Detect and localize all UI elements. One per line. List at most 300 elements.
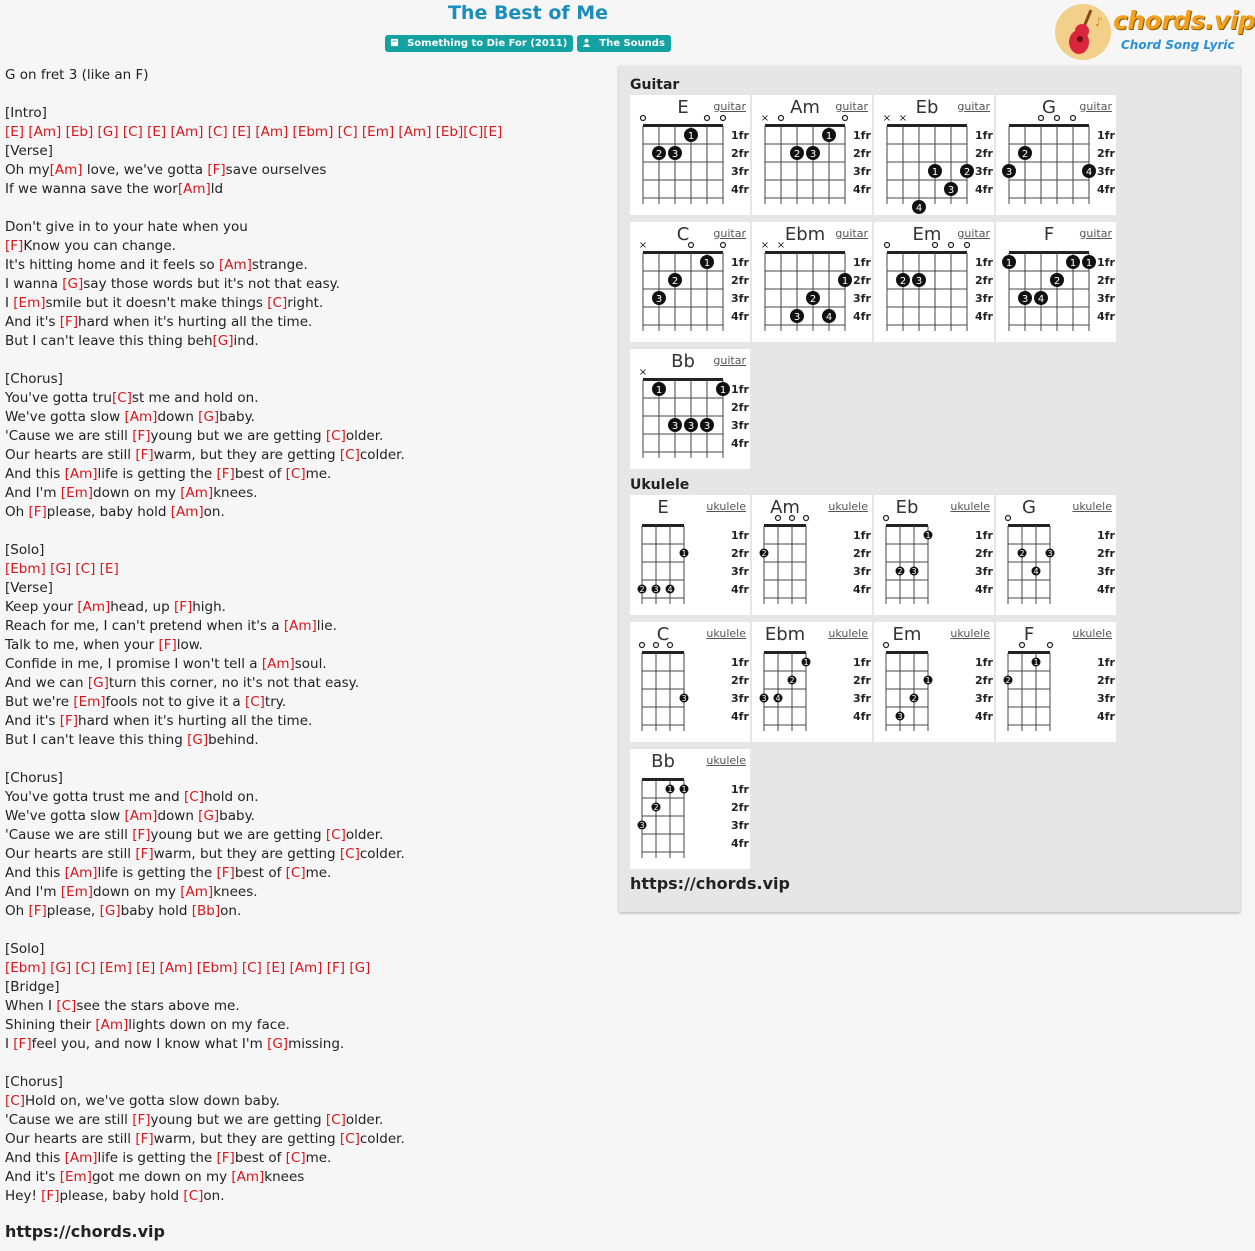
- fret-label: 1fr: [975, 256, 993, 269]
- ukulele-chord-card-f[interactable]: [996, 622, 1116, 742]
- chord-link[interactable]: [C]: [5, 1093, 25, 1109]
- finger-number: 1: [803, 658, 809, 667]
- chord-name: Em: [892, 624, 922, 645]
- chord-link[interactable]: [C]: [339, 846, 360, 862]
- chord-diagram: [996, 222, 1116, 342]
- chord-link[interactable]: [E]: [266, 960, 286, 976]
- chord-link[interactable]: [G]: [187, 732, 209, 748]
- open-string-marker: [843, 116, 848, 121]
- chord-diagram: [996, 622, 1116, 742]
- lyric-text: And it's: [5, 1169, 60, 1185]
- chord-link[interactable]: [F]: [216, 1150, 235, 1166]
- fret-label: 3fr: [975, 692, 993, 705]
- chord-instrument-link[interactable]: guitar: [957, 100, 990, 113]
- album-badge[interactable]: [385, 35, 573, 52]
- chord-link[interactable]: [Em]: [60, 884, 94, 900]
- ukulele-chord-card-e[interactable]: [630, 495, 750, 615]
- chord-link[interactable]: [C]: [122, 124, 143, 140]
- fret-label: 1fr: [731, 656, 749, 669]
- guitar-chord-card-ebm[interactable]: [752, 222, 872, 342]
- finger-number: 1: [687, 131, 695, 142]
- chord-link[interactable]: [Em]: [60, 485, 94, 501]
- album-icon: [390, 38, 399, 47]
- fret-label: 2fr: [731, 674, 749, 687]
- chord-link[interactable]: [G]: [198, 409, 220, 425]
- finger-number: 1: [925, 531, 931, 540]
- fret-label: 3fr: [853, 692, 871, 705]
- open-string-marker: [933, 243, 938, 248]
- lyric-line: [5, 1092, 610, 1111]
- guitar-logo-icon: [1055, 4, 1111, 60]
- chord-link[interactable]: [G]: [349, 960, 371, 976]
- finger-number: 2: [1021, 149, 1029, 160]
- site-logo[interactable]: [1053, 3, 1255, 61]
- lyric-text: down on my: [93, 485, 181, 501]
- chord-panel: [619, 66, 1240, 912]
- lyric-line: [5, 1168, 610, 1187]
- lyric-line: [5, 864, 610, 883]
- lyric-text: behind.: [208, 732, 259, 748]
- chord-link[interactable]: [Am]: [180, 485, 214, 501]
- chord-link[interactable]: [Am]: [28, 124, 62, 140]
- lyric-text: life is getting the: [97, 466, 217, 482]
- fret-label: 3fr: [975, 165, 993, 178]
- chord-link[interactable]: [C]: [75, 960, 96, 976]
- lyric-line: [5, 427, 610, 446]
- chord-link[interactable]: [E]: [136, 960, 156, 976]
- lyric-line: [5, 731, 610, 750]
- chord-diagram: [874, 495, 994, 615]
- lyric-line: [5, 256, 610, 275]
- lyric-text: st me and hold on.: [131, 390, 259, 406]
- chord-link[interactable]: [Am]: [170, 124, 204, 140]
- lyric-text: me.: [305, 865, 332, 881]
- chord-link[interactable]: [Em]: [99, 960, 132, 976]
- fret-label: 1fr: [853, 656, 871, 669]
- fret-label: 4fr: [731, 837, 749, 850]
- chord-instrument-link[interactable]: guitar: [957, 227, 990, 240]
- lyric-line: [5, 104, 610, 123]
- lyric-text: see the stars above me.: [76, 998, 240, 1014]
- chord-diagram: [996, 495, 1116, 615]
- finger-number: 1: [681, 549, 687, 558]
- guitar-chord-card-eb[interactable]: [874, 95, 994, 215]
- chord-link[interactable]: [F]: [13, 1036, 32, 1052]
- guitar-chord-card-f[interactable]: [996, 222, 1116, 342]
- chord-link[interactable]: [Am]: [283, 618, 317, 634]
- chord-link[interactable]: [Am]: [177, 181, 211, 197]
- lyric-text: turn this corner, no it's not that easy.: [108, 675, 360, 691]
- chord-instrument-link[interactable]: ukulele: [1072, 500, 1112, 513]
- guitar-chord-card-bb[interactable]: [630, 349, 750, 469]
- open-string-marker: [1006, 516, 1011, 521]
- chord-link[interactable]: [G]: [99, 903, 121, 919]
- chord-link[interactable]: [Am]: [64, 466, 98, 482]
- lyric-text: I wanna: [5, 276, 63, 292]
- fret-label: 1fr: [731, 129, 749, 142]
- ukulele-chord-card-g[interactable]: [996, 495, 1116, 615]
- user-icon: [582, 38, 591, 47]
- chord-diagram: [630, 749, 750, 869]
- finger-number: 1: [703, 258, 711, 269]
- panel-url[interactable]: https://chords.vip: [630, 874, 790, 893]
- chord-name: Ebm: [764, 624, 806, 645]
- muted-string-marker: ×: [638, 367, 648, 378]
- lyric-text: smile but it doesn't make things: [45, 295, 268, 311]
- chord-instrument-link[interactable]: ukulele: [828, 500, 868, 513]
- lyric-line: [5, 313, 610, 332]
- open-string-marker: [1039, 116, 1044, 121]
- open-string-marker: [705, 116, 710, 121]
- lyric-text: [Verse]: [5, 580, 53, 596]
- chord-link[interactable]: [G]: [62, 276, 84, 292]
- lyric-line: [5, 769, 610, 788]
- lyric-line: [5, 1073, 610, 1092]
- lyric-line: [5, 1016, 610, 1035]
- lyric-text: 'Cause we are still: [5, 428, 133, 444]
- chord-link[interactable]: [Em]: [59, 1169, 92, 1185]
- lyric-line: [5, 560, 610, 579]
- chord-instrument-link[interactable]: ukulele: [950, 500, 990, 513]
- chord-name: F: [1023, 624, 1035, 645]
- chord-link[interactable]: [C]: [285, 1150, 306, 1166]
- chord-link[interactable]: [C]: [183, 1188, 204, 1204]
- lyric-text: And this: [5, 865, 65, 881]
- chord-link[interactable]: [F]: [28, 504, 47, 520]
- chord-instrument-link[interactable]: ukulele: [1072, 627, 1112, 640]
- lyric-text: strange.: [251, 257, 308, 273]
- ukulele-chord-card-c[interactable]: [630, 622, 750, 742]
- lyric-text: try.: [264, 694, 287, 710]
- lyric-text: love, we've gotta: [82, 162, 208, 178]
- lyric-text: Our hearts are still: [5, 1131, 136, 1147]
- artist-badge[interactable]: [577, 35, 671, 52]
- chord-link[interactable]: [C]: [337, 124, 358, 140]
- chord-instrument-link[interactable]: ukulele: [706, 754, 746, 767]
- fret-label: 2fr: [1097, 147, 1115, 160]
- open-string-marker: [1055, 116, 1060, 121]
- finger-number: 3: [655, 294, 663, 305]
- ukulele-chord-card-am[interactable]: [752, 495, 872, 615]
- chord-link[interactable]: [F]: [28, 903, 47, 919]
- lyric-line: [5, 142, 610, 161]
- chord-link[interactable]: [F]: [216, 466, 235, 482]
- chord-link[interactable]: [F]: [158, 637, 177, 653]
- chord-link[interactable]: [F]: [207, 162, 226, 178]
- chord-link[interactable]: [G]: [50, 960, 72, 976]
- finger-number: 3: [1005, 167, 1013, 178]
- chord-instrument-link[interactable]: ukulele: [706, 500, 746, 513]
- chord-link[interactable]: [Am]: [64, 1150, 98, 1166]
- lyric-text: best of: [234, 1150, 286, 1166]
- chord-link[interactable]: [G]: [267, 1036, 289, 1052]
- fret-label: 2fr: [975, 547, 993, 560]
- chord-link[interactable]: [Am]: [261, 656, 295, 672]
- chord-link[interactable]: [F]: [173, 599, 193, 615]
- chord-link[interactable]: [F]: [59, 314, 79, 330]
- lyric-text: low.: [176, 637, 203, 653]
- fret-label: 2fr: [853, 547, 871, 560]
- lyric-line: [5, 902, 610, 921]
- chord-link[interactable]: [C]: [111, 390, 132, 406]
- chord-link[interactable]: [Eb]: [65, 124, 94, 140]
- chord-link[interactable]: [Eb]: [435, 124, 464, 140]
- lyric-text: older.: [345, 428, 384, 444]
- chord-link[interactable]: [F]: [135, 1131, 154, 1147]
- chord-link[interactable]: [Am]: [49, 162, 83, 178]
- lyric-text: please, baby hold: [46, 504, 171, 520]
- chord-diagram: [874, 222, 994, 342]
- chord-link[interactable]: [Am]: [398, 124, 432, 140]
- chord-link[interactable]: [E]: [147, 124, 167, 140]
- lyric-text: hard when it's hurting all the time.: [78, 314, 313, 330]
- svg-text:♪: ♪: [1095, 15, 1103, 29]
- open-string-marker: [885, 243, 890, 248]
- chord-link[interactable]: [Am]: [95, 1017, 129, 1033]
- lyric-line: [5, 123, 610, 142]
- chord-link[interactable]: [C]: [207, 124, 228, 140]
- chord-link[interactable]: [Am]: [255, 124, 289, 140]
- chord-link[interactable]: [F]: [216, 865, 235, 881]
- chord-link[interactable]: [C]: [56, 998, 77, 1014]
- chord-diagram: [752, 95, 872, 215]
- finger-number: 4: [1085, 167, 1093, 178]
- chord-instrument-link[interactable]: guitar: [713, 227, 746, 240]
- chord-link[interactable]: [C]: [285, 466, 306, 482]
- lyric-line: [5, 788, 610, 807]
- lyric-line: [5, 180, 610, 199]
- lyric-text: please, baby hold: [59, 1188, 184, 1204]
- guitar-chord-card-c[interactable]: [630, 222, 750, 342]
- chord-link[interactable]: [Ebm]: [5, 960, 46, 976]
- lyric-text: When I: [5, 998, 57, 1014]
- guitar-chord-card-am[interactable]: [752, 95, 872, 215]
- fret-label: 1fr: [731, 529, 749, 542]
- chord-link[interactable]: [Ebm]: [292, 124, 334, 140]
- fret-label: 3fr: [731, 419, 749, 432]
- chord-instrument-link[interactable]: guitar: [713, 100, 746, 113]
- chord-instrument-link[interactable]: guitar: [835, 100, 868, 113]
- chord-link[interactable]: [Am]: [159, 960, 193, 976]
- chord-link[interactable]: [C]: [463, 124, 484, 140]
- chord-instrument-link[interactable]: guitar: [1079, 227, 1112, 240]
- lyric-line: [5, 1187, 610, 1206]
- chord-link[interactable]: [C]: [339, 447, 360, 463]
- finger-number: 3: [653, 585, 659, 594]
- fret-label: 3fr: [975, 292, 993, 305]
- chord-link[interactable]: [Am]: [180, 884, 214, 900]
- lyric-text: missing.: [288, 1036, 345, 1052]
- footer-url[interactable]: https://chords.vip: [5, 1222, 165, 1241]
- finger-number: 3: [947, 185, 955, 196]
- chord-instrument-link[interactable]: guitar: [713, 354, 746, 367]
- lyric-line: [5, 66, 610, 85]
- fret-label: 2fr: [975, 147, 993, 160]
- chord-link[interactable]: [Am]: [124, 409, 158, 425]
- chord-link[interactable]: [F]: [132, 1112, 151, 1128]
- chord-instrument-link[interactable]: ukulele: [706, 627, 746, 640]
- lyric-text: hard when it's hurting all the time.: [78, 713, 313, 729]
- chord-link[interactable]: [F]: [41, 1188, 60, 1204]
- open-string-marker: [1048, 643, 1053, 648]
- chord-link[interactable]: [F]: [132, 428, 151, 444]
- chord-link[interactable]: [Em]: [361, 124, 395, 140]
- chord-link[interactable]: [C]: [244, 694, 265, 710]
- ukulele-chord-card-em[interactable]: [874, 622, 994, 742]
- finger-number: 2: [897, 567, 903, 576]
- finger-number: 3: [1021, 294, 1029, 305]
- ukulele-chord-card-ebm[interactable]: [752, 622, 872, 742]
- guitar-chord-card-em[interactable]: [874, 222, 994, 342]
- open-string-marker: [779, 116, 784, 121]
- chord-link[interactable]: [Am]: [231, 1169, 265, 1185]
- finger-number: 1: [925, 676, 931, 685]
- chord-link[interactable]: [Em]: [73, 694, 106, 710]
- lyric-text: But I can't leave this thing beh: [5, 333, 213, 349]
- lyric-line: [5, 712, 610, 731]
- lyric-line: [5, 446, 610, 465]
- chord-instrument-link[interactable]: ukulele: [950, 627, 990, 640]
- fret-label: 3fr: [731, 292, 749, 305]
- chord-link[interactable]: [C]: [339, 1131, 360, 1147]
- chord-link[interactable]: [F]: [59, 713, 79, 729]
- lyric-line: [5, 636, 610, 655]
- chord-link[interactable]: [C]: [241, 960, 262, 976]
- lyric-line: [5, 275, 610, 294]
- chord-link[interactable]: [Am]: [289, 960, 323, 976]
- chord-instrument-link[interactable]: guitar: [835, 227, 868, 240]
- lyric-line: [5, 655, 610, 674]
- artist-badge-label: The Sounds: [599, 38, 665, 49]
- lyric-text: [Chorus]: [5, 770, 63, 786]
- lyric-text: [Solo]: [5, 542, 45, 558]
- chord-link[interactable]: [Am]: [124, 808, 158, 824]
- lyric-text: head, up: [110, 599, 174, 615]
- chord-link[interactable]: [G]: [212, 333, 234, 349]
- chord-link[interactable]: [G]: [97, 124, 119, 140]
- chord-name: Am: [770, 497, 800, 518]
- fret-label: 4fr: [1097, 710, 1115, 723]
- open-string-marker: [654, 643, 659, 648]
- lyric-text: But I can't leave this thing: [5, 732, 188, 748]
- chord-link[interactable]: [C]: [75, 561, 96, 577]
- chord-link[interactable]: [Am]: [218, 257, 252, 273]
- open-string-marker: [1071, 116, 1076, 121]
- lyric-text: soul.: [294, 656, 327, 672]
- lyric-line: [5, 693, 610, 712]
- chord-diagram: [996, 95, 1116, 215]
- lyric-text: And it's: [5, 314, 60, 330]
- lyric-text: young but we are getting: [150, 428, 326, 444]
- logo-subtitle: Chord Song Lyric: [1121, 38, 1235, 52]
- guitar-chord-card-g[interactable]: [996, 95, 1116, 215]
- lyric-line: [5, 199, 610, 218]
- fret-label: 4fr: [731, 183, 749, 196]
- fret-label: 1fr: [731, 383, 749, 396]
- chord-link[interactable]: [C]: [285, 865, 306, 881]
- fret-label: 2fr: [975, 674, 993, 687]
- chord-link[interactable]: [E]: [483, 124, 503, 140]
- fret-label: 3fr: [731, 565, 749, 578]
- lyric-text: Talk to me, when your: [5, 637, 159, 653]
- ukulele-chord-card-bb[interactable]: [630, 749, 750, 869]
- chord-link[interactable]: [C]: [325, 1112, 346, 1128]
- chord-name: C: [656, 624, 670, 645]
- lyric-line: [5, 940, 610, 959]
- chord-diagram: [630, 222, 750, 342]
- chord-link[interactable]: [G]: [198, 808, 220, 824]
- chord-link[interactable]: [Ebm]: [196, 960, 238, 976]
- fret-label: 2fr: [731, 547, 749, 560]
- fret-label: 1fr: [853, 256, 871, 269]
- song-badges: [0, 35, 1056, 52]
- fret-label: 3fr: [731, 692, 749, 705]
- lyric-line: [5, 218, 610, 237]
- lyric-text: It's hitting home and it feels so: [5, 257, 219, 273]
- ukulele-chord-card-eb[interactable]: [874, 495, 994, 615]
- fret-label: 2fr: [1097, 547, 1115, 560]
- chord-link[interactable]: [C]: [184, 789, 204, 805]
- chord-name: C: [676, 224, 690, 245]
- finger-number: 4: [1037, 294, 1045, 305]
- chord-link[interactable]: [E]: [5, 124, 25, 140]
- open-string-marker: [721, 243, 726, 248]
- chord-link[interactable]: [Am]: [77, 599, 111, 615]
- open-string-marker: [804, 516, 809, 521]
- chord-link[interactable]: [C]: [325, 827, 346, 843]
- chord-link[interactable]: [C]: [325, 428, 346, 444]
- chord-link[interactable]: [Em]: [13, 295, 46, 311]
- finger-number: 2: [911, 694, 917, 703]
- guitar-chord-card-e[interactable]: [630, 95, 750, 215]
- lyric-text: ind.: [233, 333, 259, 349]
- chord-name: Eb: [895, 497, 919, 518]
- chord-link[interactable]: [C]: [267, 295, 288, 311]
- chord-instrument-link[interactable]: ukulele: [828, 627, 868, 640]
- chord-link[interactable]: [E]: [231, 124, 252, 140]
- chord-link[interactable]: [F]: [5, 238, 24, 254]
- lyric-text: down on my: [93, 884, 181, 900]
- lyric-line: [5, 503, 610, 522]
- chord-link[interactable]: [Am]: [170, 504, 204, 520]
- lyric-text: colder.: [359, 846, 405, 862]
- chord-link[interactable]: [F]: [132, 827, 151, 843]
- chord-link[interactable]: [G]: [50, 561, 72, 577]
- chord-link[interactable]: [Am]: [64, 865, 98, 881]
- fret-label: 4fr: [853, 583, 871, 596]
- chord-link[interactable]: [G]: [87, 675, 109, 691]
- chord-link[interactable]: [Bb]: [191, 903, 221, 919]
- lyric-text: But we're: [5, 694, 74, 710]
- chord-instrument-link[interactable]: guitar: [1079, 100, 1112, 113]
- finger-number: 1: [931, 167, 939, 178]
- lyric-text: [Intro]: [5, 105, 47, 121]
- open-string-marker: [884, 643, 889, 648]
- chord-link[interactable]: [F]: [326, 960, 346, 976]
- lyric-text: warm, but they are getting: [153, 447, 340, 463]
- album-badge-label: Something to Die For (2011): [407, 38, 568, 49]
- lyric-text: baby hold: [120, 903, 192, 919]
- finger-number: 3: [687, 421, 695, 432]
- lyric-line: [5, 826, 610, 845]
- chord-name: Em: [912, 224, 942, 245]
- finger-number: 4: [825, 312, 833, 323]
- chord-link[interactable]: [E]: [99, 561, 119, 577]
- lyric-text: G on fret 3 (like an F): [5, 67, 149, 83]
- chord-link[interactable]: [F]: [135, 447, 154, 463]
- chord-link[interactable]: [F]: [135, 846, 154, 862]
- chord-link[interactable]: [Ebm]: [5, 561, 46, 577]
